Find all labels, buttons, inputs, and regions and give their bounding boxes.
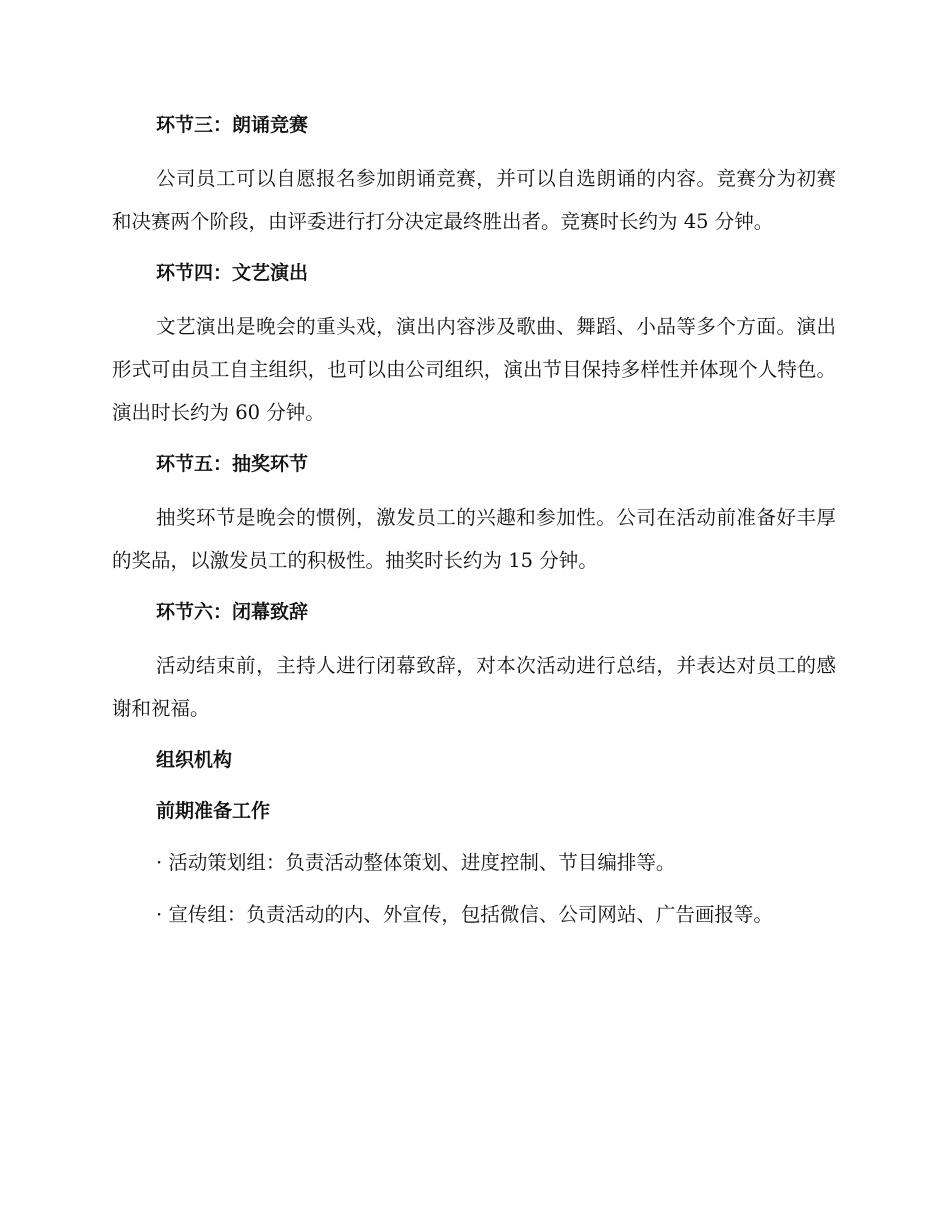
section-body-5: 抽奖环节是晚会的惯例，激发员工的兴趣和参加性。公司在活动前准备好丰厚的奖品，以激发员工的积极性。抽奖时长约为 15 分钟。 <box>112 506 836 572</box>
section-body-6: 活动结束前，主持人进行闭幕致辞，对本次活动进行总结，并表达对员工的感谢和祝福。 <box>112 654 836 720</box>
section-heading-6: 环节六：闭幕致辞 <box>156 601 309 623</box>
section-body-3: 公司员工可以自愿报名参加朗诵竞赛，并可以自选朗诵的内容。竞赛分为初赛和决赛两个阶段，由评委进行打分决定最终胜出者。竞赛时长约为 45 分钟。 <box>112 167 836 233</box>
document-page <box>112 104 836 945</box>
section-heading-5: 环节五：抽奖环节 <box>156 453 309 475</box>
section-heading-4: 环节四：文艺演出 <box>156 262 309 284</box>
section-body-4: 文艺演出是晚会的重头戏，演出内容涉及歌曲、舞蹈、小品等多个方面。演出形式可由员工自主组织，也可以由公司组织，演出节目保持多样性并体现个人特色。演出时长约为 60 分钟。 <box>112 315 836 424</box>
section-heading-3: 环节三：朗诵竞赛 <box>156 114 309 136</box>
org-subheading: 前期准备工作 <box>156 800 271 822</box>
list-item-publicity: · 宣传组：负责活动的内、外宣传，包括微信、公司网站、广告画报等。 <box>156 903 773 926</box>
org-heading: 组织机构 <box>156 749 233 771</box>
list-item-planning: · 活动策划组：负责活动整体策划、进度控制、节目编排等。 <box>156 851 676 874</box>
